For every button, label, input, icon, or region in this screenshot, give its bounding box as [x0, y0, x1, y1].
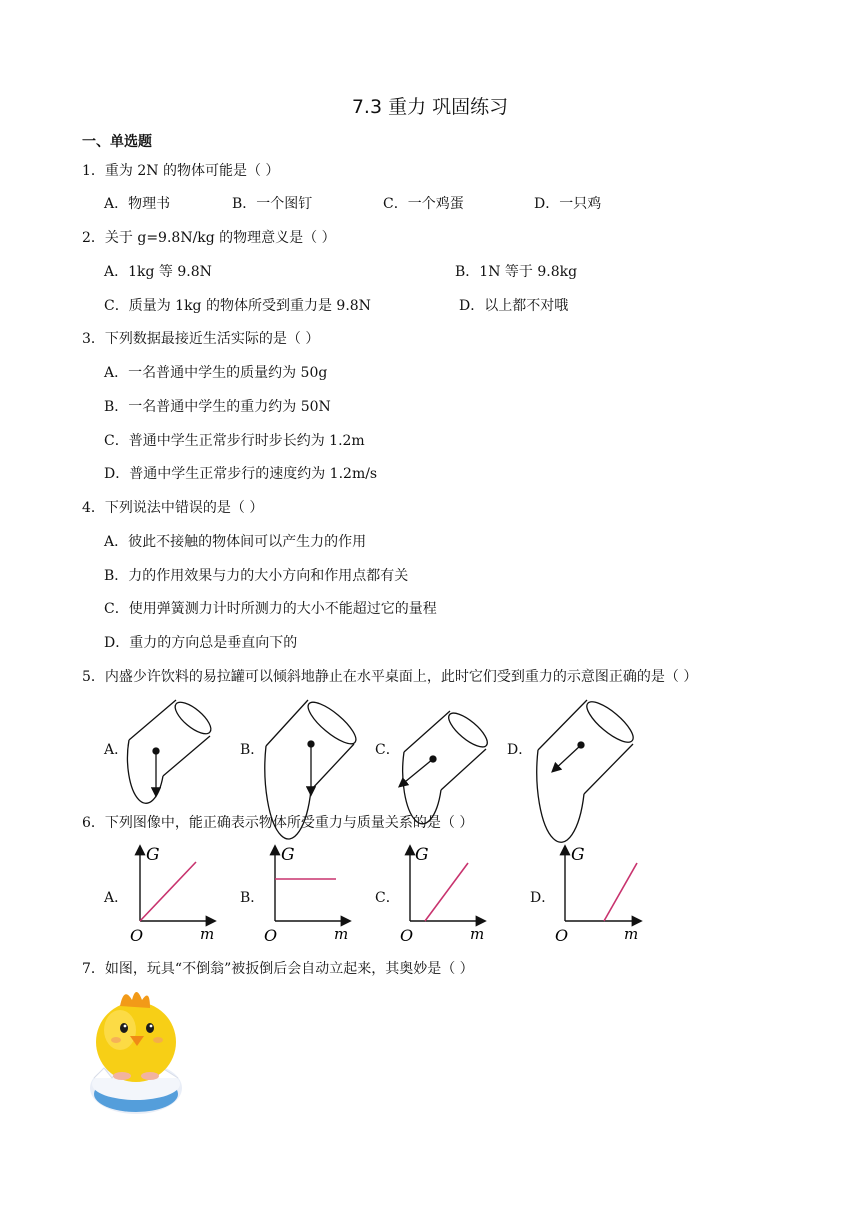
graph-d-x-label: m: [624, 925, 639, 943]
graph-b: [264, 845, 349, 945]
q1-option-a[interactable]: A．物理书: [104, 196, 171, 212]
q4-option-c[interactable]: C．使用弹簧测力计时所测力的大小不能超过它的量程: [104, 601, 437, 617]
question-1-stem: 1．重为 2N 的物体可能是（ ）: [82, 163, 280, 179]
graph-d: [555, 845, 640, 945]
q2-option-d[interactable]: D．以上都不对哦: [459, 298, 569, 314]
question-2-stem: 2．关于 g=9.8N/kg 的物理意义是（ ）: [82, 230, 336, 246]
section-heading: 一、单选题: [82, 134, 152, 150]
question-7-stem: 7．如图，玩具“不倒翁”被扳倒后会自动立起来，其奥妙是（ ）: [82, 961, 474, 977]
q5-option-b[interactable]: B．: [240, 742, 265, 758]
question-4-stem: 4．下列说法中错误的是（ ）: [82, 500, 264, 516]
q5-option-c[interactable]: C．: [375, 742, 400, 758]
q3-option-d[interactable]: D．普通中学生正常步行的速度约为 1.2m/s: [104, 466, 378, 482]
graph-d-origin: O: [555, 926, 569, 945]
q4-option-a[interactable]: A．彼此不接触的物体间可以产生力的作用: [104, 534, 367, 550]
q5-option-a[interactable]: A．: [104, 742, 129, 758]
q6-option-c[interactable]: C．: [375, 890, 400, 906]
graph-b-x-label: m: [334, 925, 349, 943]
q2-option-c[interactable]: C．质量为 1kg 的物体所受到重力是 9.8N: [104, 298, 371, 314]
tumbler-toy-image: [80, 984, 192, 1116]
graph-a-origin: O: [130, 926, 144, 945]
graph-c-origin: O: [400, 926, 414, 945]
q6-option-b[interactable]: B．: [240, 890, 265, 906]
graph-b-origin: O: [264, 926, 278, 945]
graph-c-x-label: m: [470, 925, 485, 943]
q1-option-d[interactable]: D．一只鸡: [534, 196, 602, 212]
q2-option-b[interactable]: B．1N 等于 9.8kg: [455, 264, 578, 280]
graph-c: [400, 845, 484, 945]
graph-a: [130, 845, 214, 945]
q6-option-a[interactable]: A．: [104, 890, 129, 906]
graph-d-y-label: G: [571, 845, 585, 865]
q4-option-d[interactable]: D．重力的方向总是垂直向下的: [104, 635, 298, 651]
graph-a-y-label: G: [146, 845, 160, 865]
question-3-stem: 3．下列数据最接近生活实际的是（ ）: [82, 331, 320, 347]
graph-a-x-label: m: [200, 925, 215, 943]
graph-b-y-label: G: [281, 845, 295, 865]
q1-option-b[interactable]: B．一个图钉: [232, 196, 313, 212]
q6-option-d[interactable]: D．: [530, 890, 556, 906]
q2-option-a[interactable]: A．1kg 等 9.8N: [104, 264, 212, 280]
q1-option-c[interactable]: C．一个鸡蛋: [383, 196, 464, 212]
q5-option-d[interactable]: D．: [507, 742, 533, 758]
graph-c-y-label: G: [415, 845, 429, 865]
question-6-stem: 6．下列图像中，能正确表示物体所受重力与质量关系的是（ ）: [82, 815, 474, 831]
q4-option-b[interactable]: B．力的作用效果与力的大小方向和作用点都有关: [104, 568, 409, 584]
q3-option-c[interactable]: C．普通中学生正常步行时步长约为 1.2m: [104, 433, 365, 449]
page-title: 7.3 重力 巩固练习: [351, 96, 509, 118]
question-5-stem: 5．内盛少许饮料的易拉罐可以倾斜地静止在水平桌面上，此时它们受到重力的示意图正确的是（ ）: [82, 669, 698, 685]
q3-option-a[interactable]: A．一名普通中学生的质量约为 50g: [104, 365, 328, 381]
q3-option-b[interactable]: B．一名普通中学生的重力约为 50N: [104, 399, 331, 415]
